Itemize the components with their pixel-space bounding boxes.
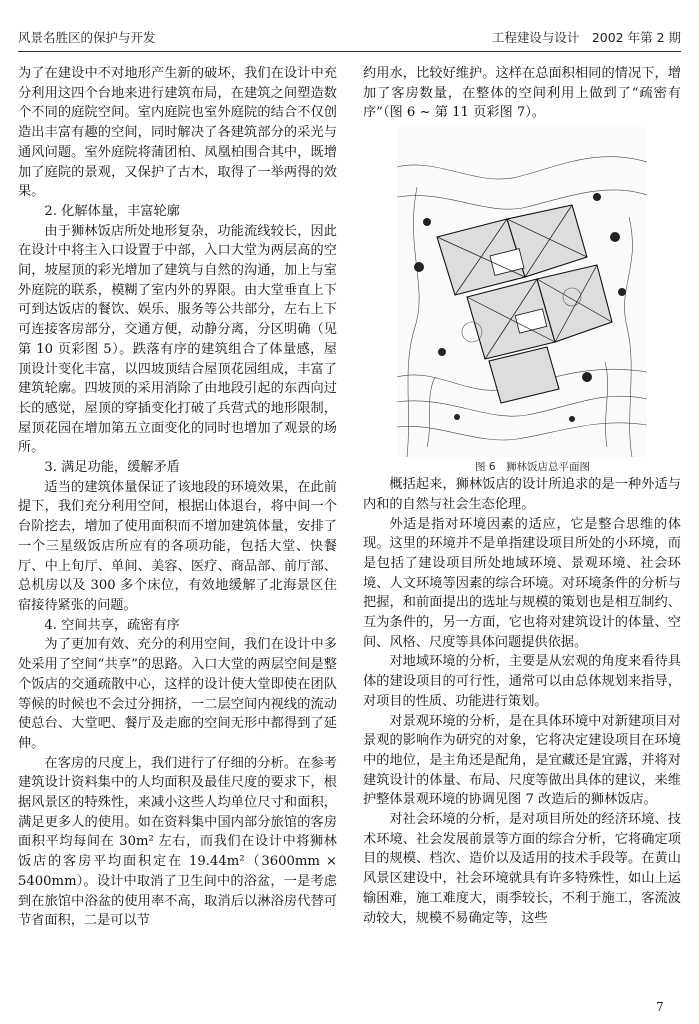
paragraph: 约用水，比较好维护。这样在总面积相同的情况下，增加了客房数量，在整体的空间利用上做到了“疏密有序”（图 6 ~ 第 11 页彩图 7）。 xyxy=(363,66,681,121)
paragraph: 概括起来，狮林饭店的设计所追求的是一种外适与内和的自然与社会生态伦理。 xyxy=(363,477,681,512)
figure-caption: 图 6 狮林饭店总平面图 xyxy=(474,461,591,474)
page-number: 7 xyxy=(656,1000,664,1014)
paragraph: 适当的建筑体量保证了该地段的环境效果，在此前提下，我们充分利用空间，根据山体退台，将中间一个台阶挖去，增加了使用面积而不增加建筑体量，安排了一个三星级饭店所应有的各项功能，包括大堂、快餐厅、中上旬厅、单间、美容、医疗、商品部、前厅部、总机房以及 300 多个床位，有效地缓解了北海景区住宿接待紧张的问题。 xyxy=(18,479,337,613)
paragraph: 对地域环境的分析，主要是从宏观的角度来看待具体的建设项目的可行性，通常可以由总体规划来指导，对项目的性质、功能进行策划。 xyxy=(363,654,681,709)
right-column xyxy=(363,64,681,928)
paragraph: 为了更加有效、充分的利用空间，我们在设计中多处采用了空间“共享”的思路。入口大堂的两层空间是整个饭店的交通疏散中心，这样的设计使大堂即使在团队等候的时候也不会过分拥挤，一二层空间内视线的流动使总台、大堂吧、餐厅及走廊的空间无形中都得到了延伸。 xyxy=(18,637,337,751)
running-header xyxy=(18,28,681,50)
header-journal-section: 风景名胜区的保护与开发 xyxy=(18,30,156,45)
paragraph: 由于狮林饭店所处地形复杂，功能流线较长，因此在设计中将主入口设置于中部，入口大堂为两层高的空间，坡屋顶的彩光增加了建筑与自然的沟通，加上与室外庭院的联系，模糊了室内外的界限。由大堂垂直上下可到达饭店的餐饮、娱乐、服务等公共部分，左右上下可连接客房部分，交通方便，动静分离，分区明确（见第 10 页彩图 5）。跌落有序的建筑组合了体量感，屋顶设计变化丰富，以四坡顶结合屋顶花园组成，丰富了建筑轮廓。四坡顶的采用消除了由地段引起的东西向过长的感觉，屋顶的穿插变化打破了兵营式的地形限制，屋顶花园在增加第五立面变化的同时也增加了观景的场所。 xyxy=(18,223,337,456)
site-plan-figure xyxy=(363,127,681,457)
header-journal-issue: 工程建设与设计 2002 年第 2 期 xyxy=(491,30,681,45)
section-heading: 4. 空间共享，疏密有序 xyxy=(44,617,180,633)
paragraph: 对景观环境的分析，是在具体环境中对新建项目对景观的影响作为研究的对象，它将决定建设项目在环境中的地位，是主角还是配角，是宜藏还是宜露，并将对建筑设计的体量、布局、尺度等做出具体的建议，来维护整体景观环境的协调见图 7 改造后的狮林饭店。 xyxy=(363,713,681,808)
section-heading: 2. 化解体量，丰富轮廓 xyxy=(44,203,180,219)
paragraph: 在客房的尺度上，我们进行了仔细的分析。在参考建筑设计资料集中的人均面积及最佳尺度的要求下，根据风景区的特殊性，来减小这些人均单位尺寸和面积，满足更多人的使用。如在资料集中国内部分旅馆的客房面积平均每间在 30m² 左右，而我们在设计中将狮林饭店的客房平均面积定在 19.44m²（3600mm × 5400mm）。设计中取消了卫生间中的浴盆，一是考虑到在旅馆中浴盆的使用率不高，取消后以淋浴房代替可节省面积，二是可以节 xyxy=(18,755,337,929)
section-heading: 3. 满足功能，缓解矛盾 xyxy=(44,460,180,476)
left-column xyxy=(18,64,337,931)
site-plan-drawing xyxy=(397,127,647,457)
paragraph: 为了在建设中不对地形产生新的破坏，我们在设计中充分利用这四个台地来进行建筑布局，在建筑之间塑造数个不同的庭院空间。室内庭院也室外庭院的结合不仅创造出丰富有趣的空间，同时解决了各建筑部分的采光与通风问题。室外庭院将蒲团柏、凤凰柏围合其中，既增加了庭院的景观，又保护了古木，取得了一举两得的效果。 xyxy=(18,66,337,200)
paragraph: 对社会环境的分析，是对项目所处的经济环境、技术环境、社会发展前景等方面的综合分析，它将确定项目的规模、档次、造价以及适用的技术手段等。在黄山风景区建设中，社会环境就具有许多特殊性，如山上运输困难，施工难度大，雨季较长，不利于施工，客流波动较大，规模不易确定等，这些 xyxy=(363,812,681,926)
paragraph: 外适是指对环境因素的适应，它是整合思维的体现。这里的环境并不是单指建设项目所处的小环境，而是包括了建设项目所处地域环境、景观环境、社会环境、人文环境等因素的综合环境。对环境条件的分析与把握，和前面提出的选址与规模的策划也是相互制约、互为条件的，另一方面，它也将对建筑设计的体量、空间、风格、尺度等具体问题提供依据。 xyxy=(363,516,681,650)
header-rule xyxy=(18,51,681,52)
